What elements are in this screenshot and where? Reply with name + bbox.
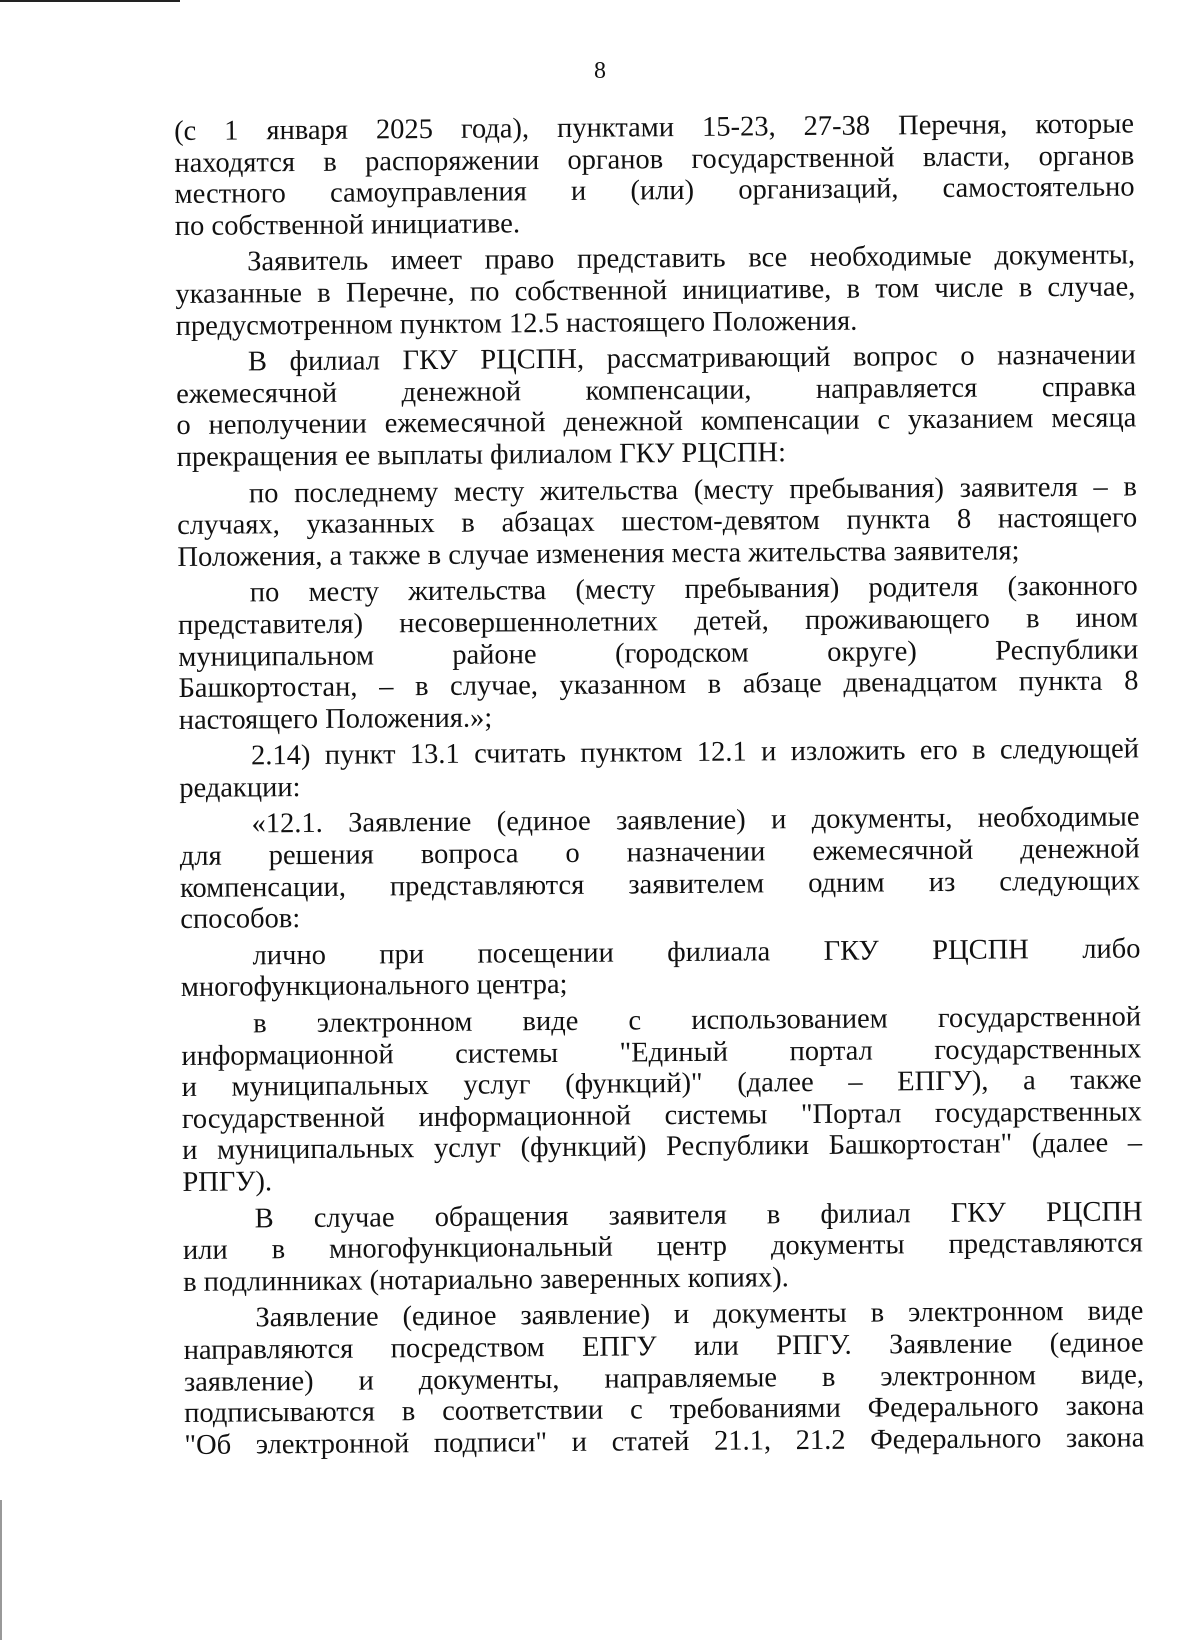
word: представителя) [177,608,364,641]
word: заявление) [520,1299,651,1332]
paragraph-certificate [176,340,1137,474]
word: виде, [1080,1358,1145,1391]
word: муниципальных [216,1133,415,1167]
word: справка [1041,371,1137,403]
word: неполучении [208,408,367,442]
word: и [181,1072,198,1104]
word: пребывания) [789,472,945,505]
word: документы [713,1298,847,1331]
word: использованием [691,1003,888,1036]
word: двенадцатом [843,666,998,699]
word: в [870,1297,885,1329]
word: заявление) [183,1365,314,1398]
word: по [248,477,279,509]
word: Республики [665,1130,810,1163]
word: абзаце [742,668,822,700]
word: – [1093,471,1108,503]
text-line: настоящего Положения.»; [178,702,493,736]
word: с [877,404,891,436]
word: филиал [820,1197,911,1230]
word: пункт [324,739,396,772]
word: многофункциональный [328,1231,613,1266]
text-line: предусмотренном пунктом 12.5 настоящего Положения. [175,305,858,342]
word: муниципальном [178,639,375,673]
word: (или) [630,175,695,207]
word: изложить [790,735,906,768]
word: информационной [181,1038,394,1072]
word: которые [1035,108,1135,141]
word: детей, [694,605,769,637]
word: компенсации, [585,374,752,407]
word: электронной [255,1427,410,1461]
word: 8 [956,503,972,535]
word: системы [455,1037,559,1070]
word: Федерального [870,1422,1042,1456]
word: (далее [1031,1128,1109,1160]
text-line: по собственной инициативе. [174,208,521,242]
document-body [174,108,1145,1461]
text-line: в подлинниках (нотариально заверенных копиях). [183,1261,789,1298]
word: электронном [907,1296,1064,1329]
word: а [1022,1065,1036,1097]
word: 1 [224,115,239,147]
word: также [1070,1064,1142,1097]
word: Перечне, [345,276,455,309]
word: рассматривающий [606,342,831,375]
word: в [1123,470,1138,503]
word: инициативе, [682,273,832,306]
word: местного [174,178,286,211]
word: ежемесячной [176,377,338,410]
word: Башкортостан, [178,671,358,705]
word: (единое [496,806,591,838]
word: "Об [184,1429,232,1461]
word: (месту [575,574,656,607]
word: 8 [1124,665,1139,697]
word: родителя [868,572,979,604]
word: статей [611,1425,690,1458]
word: Башкортостан" [828,1128,1013,1162]
word: направляемые [604,1361,778,1395]
word: или [693,1330,739,1362]
word: для [179,840,222,873]
word: ЕПГУ), [897,1065,989,1098]
text-line: способов: [180,903,301,936]
word: филиал [289,345,381,378]
word: информационной [418,1100,632,1133]
word: пунктом [580,737,683,770]
word: либо [1082,933,1141,965]
word: настоящего [997,502,1138,535]
word: ЕПГУ [581,1331,657,1363]
word: последнему [294,476,439,509]
paragraph-originals [183,1196,1144,1298]
text-line [184,1422,1144,1461]
word: (единое [402,1300,497,1333]
word: закона [1065,1422,1145,1454]
word: все [748,242,788,274]
word: по [469,276,500,308]
word: документы, [811,803,953,836]
word: считать [474,738,567,770]
word: филиала [667,936,771,968]
word: (функций)" [565,1068,703,1101]
word: самостоятельно [942,171,1135,205]
word: направляется [815,372,978,405]
word: необходимые [809,241,972,274]
word: проживающего [804,603,990,636]
paragraph-sources [174,108,1135,242]
word: с [628,1005,642,1037]
word: соответствии [442,1394,604,1428]
word: государственной [181,1102,386,1135]
word: лично [252,939,327,972]
text-line: прекращения ее выплаты филиалом ГКУ РЦСПН: [176,437,787,473]
word: РПГУ. [776,1329,852,1362]
word: при [379,938,425,971]
word: следующей [999,733,1140,766]
word: требованиями [669,1392,841,1426]
paragraph-item-12-1 [179,802,1140,936]
word: денежной [401,376,522,408]
word: (с [174,115,197,147]
word: портал [789,1035,873,1067]
word: виде [522,1005,579,1038]
word: ГКУ [950,1197,1007,1229]
word: и [571,1426,588,1458]
word: В [254,1202,274,1234]
word: и [182,1135,198,1167]
word: и [358,1365,374,1397]
word: и [570,175,587,208]
word: право [484,244,555,276]
word: месяца [1051,402,1137,435]
word: (городском [614,637,749,670]
paragraph-applicant-right [175,240,1136,342]
word: о [960,340,975,372]
word: в [821,1361,836,1393]
paragraph-last-residence [177,471,1138,573]
word: виде [1087,1295,1144,1328]
word: государственных [934,1096,1142,1129]
word: представляются [948,1227,1143,1261]
word: года), [460,113,530,145]
word: пунктами [556,112,675,144]
word: – [1127,1127,1143,1159]
word: и [673,1299,690,1331]
word: в [1018,272,1033,304]
word: указанных [306,508,435,541]
word: Республики [995,633,1139,667]
word: января [266,114,349,147]
word: пункта [1018,665,1103,698]
word: 2025 [375,113,434,146]
word: районе [452,638,537,671]
word: 12.1 [696,736,747,769]
paragraph-electronic-signature [183,1296,1144,1462]
word: 15-23, [701,111,776,143]
text-line: многофункционального центра; [180,969,568,1004]
word: центр [656,1230,728,1263]
word: его [919,735,958,767]
paragraph-in-person [180,933,1140,1004]
word: несовершеннолетних [399,606,659,640]
text-line: Положения, а также в случае изменения места жительства заявителя; [177,535,1020,573]
word: подписываются [184,1396,376,1430]
word: числе [934,272,1004,305]
word: Заявление [255,1301,379,1334]
word: Перечня, [897,109,1008,142]
word: пункта [846,504,931,536]
word: заявителя [959,471,1078,504]
word: электронном [316,1006,473,1039]
word: денежной [1020,833,1140,866]
word: Заявитель [247,245,369,278]
word: в [766,1198,781,1230]
word: услуг [463,1069,531,1101]
word: Заявление [348,807,472,840]
word: обращения [434,1200,569,1233]
word: ином [1075,602,1139,634]
paragraph-parent-residence [178,571,1139,737]
word: электронном [880,1359,1037,1393]
word: распоряжении [364,144,540,178]
word: в [414,671,429,703]
word: "Портал [800,1098,902,1130]
word: ежемесячной [384,407,546,440]
word: в [971,734,986,767]
word: посещении [477,937,614,970]
word: назначении [626,836,766,869]
word: документы, [994,239,1136,272]
word: случае, [449,670,539,702]
word: с [629,1394,643,1426]
word: системы [664,1099,768,1131]
word: представить [576,243,726,276]
word: (единое [1049,1327,1144,1360]
word: о [176,410,191,442]
word: решения [268,839,374,872]
word: документы, [418,1363,560,1396]
word: и [760,736,777,768]
paragraph-item-2-14 [179,734,1139,805]
word: денежной [563,406,684,439]
word: (далее [737,1067,814,1099]
word: имеет [390,245,463,277]
word: о [565,837,580,870]
word: 13.1 [409,739,460,771]
word: представляются [389,869,585,902]
word: необходимые [977,801,1140,835]
word: "Единый [619,1036,729,1069]
word: компенсации, [179,871,347,904]
word: случае [313,1201,395,1234]
word: жительства [408,575,547,608]
scan-edge-mark-top [0,0,180,6]
word: случаях, [177,509,280,542]
word: в [317,277,331,309]
text-line: РПГУ). [182,1166,273,1198]
word: в [461,507,475,539]
word: ежемесячной [812,834,974,868]
word: 21.2 [795,1424,846,1456]
word: собственной [514,275,668,308]
word: по [249,577,280,609]
word: 2.14) [250,740,311,772]
word: Заявление [888,1328,1013,1361]
word: в [401,1396,416,1428]
text-line: редакции: [179,771,301,804]
word: указанием [907,403,1034,436]
word: следующих [999,865,1141,898]
word: услуг [433,1132,502,1165]
word: документы [770,1229,905,1262]
word: шестом-девятом [621,505,820,538]
word: случае, [1047,271,1136,304]
word: в [1025,603,1040,635]
word: месту [308,576,380,609]
word: из [928,866,956,898]
word: округе) [827,635,917,668]
word: власти, [922,141,1011,173]
word: том [875,273,920,305]
word: Федерального [867,1391,1039,1424]
word: в [846,273,861,305]
page-number: 8 [594,58,606,84]
word: РЦСПН [1045,1196,1143,1228]
word: и [770,804,787,836]
paragraph-electronic [181,1001,1142,1198]
word: одним [808,867,885,899]
word: закона [1065,1390,1145,1423]
word: абзацах [501,506,595,539]
word: указанные [175,277,303,310]
word: (месту [693,473,774,506]
word: 27-38 [803,110,871,143]
word: в [253,1008,267,1040]
word: организаций, [738,173,899,206]
word: указанном [559,669,687,702]
word: подписи" [433,1426,548,1459]
word: муниципальных [231,1070,429,1103]
scan-edge-mark-left [0,1500,2,1640]
word: (функций) [520,1131,647,1164]
word: вопрос [852,341,938,373]
word: находятся [174,146,296,179]
word: (законного [1007,570,1138,603]
word: заявление) [615,805,746,838]
word: пребывания) [684,573,840,606]
word: в [323,146,337,178]
word: направляются [183,1333,354,1366]
word: в [707,668,722,700]
word: органов [567,143,664,176]
word: самоуправления [329,176,527,209]
word: РЦСПН [932,934,1029,966]
word: ГКУ [402,344,458,377]
word: «12.1. [251,808,323,840]
word: РЦСПН, [480,343,585,376]
word: жительства [539,474,679,507]
word: органов [1038,140,1135,172]
word: заявителя [608,1199,727,1232]
word: месту [453,475,525,508]
word: – [379,671,394,703]
word: в [271,1234,286,1266]
word: государственной [691,141,895,175]
word: государственной [937,1001,1142,1035]
word: ГКУ [823,935,879,967]
word: компенсации [700,404,860,438]
word: или [182,1234,228,1267]
word: государственных [934,1033,1142,1066]
word: – [848,1066,863,1098]
word: вопроса [420,838,519,871]
word: 21.1, [713,1425,772,1457]
word: В [247,346,268,378]
word: заявителем [628,868,765,901]
word: назначении [997,339,1136,372]
word: посредством [390,1332,545,1365]
